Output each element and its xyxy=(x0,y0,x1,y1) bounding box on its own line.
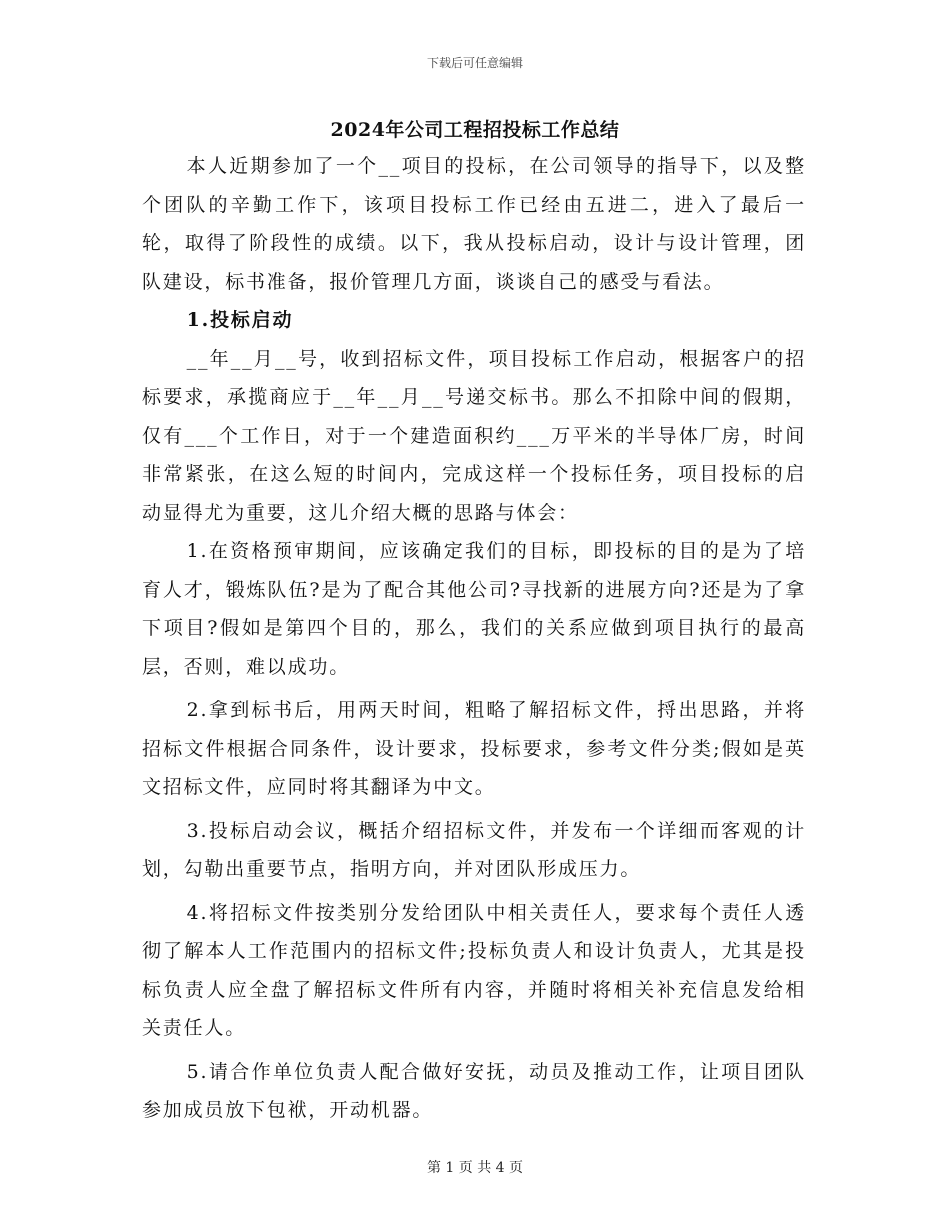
header-note: 下载后可任意编辑 xyxy=(426,56,523,70)
intro-paragraph: 本人近期参加了一个__项目的投标，在公司领导的指导下，以及整个团队的辛勤工作下，该项目投标工作已经由五进二，进入了最后一轮，取得了阶段性的成绩。以下，我从投标启动，设计与设计管理，团队建设，标书准备，报价管理几方面，谈谈自己的感受与看法。 xyxy=(142,155,806,293)
page-indicator: 第 1 页 共 4 页 xyxy=(426,1160,524,1176)
list-item: 4.将招标文件按类别分发给团队中相关责任人，要求每个责任人透彻了解本人工作范围内的招标文件;投标负责人和设计负责人，尤其是投标负责人应全盘了解招标文件所有内容，并随时将相关补充信息发给相关责任人。 xyxy=(142,901,806,1039)
section-heading: 1.投标启动 xyxy=(186,309,294,331)
document-title: 2024年公司工程招投标工作总结 xyxy=(330,119,620,141)
list-item: 1.在资格预审期间，应该确定我们的目标，即投标的目的是为了培育人才，锻炼队伍?是为了配合其他公司?寻找新的进展方向?还是为了拿下项目?假如是第四个目的，那么，我们的关系应做到项目执行的最高层，否则，难以成功。 xyxy=(142,540,806,678)
list-item: 3.投标启动会议，概括介绍招标文件，并发布一个详细而客观的计划，勾勒出重要节点，指明方向，并对团队形成压力。 xyxy=(142,819,806,880)
section-paragraph: __年__月__号，收到招标文件，项目投标工作启动，根据客户的招标要求，承揽商应于__年__月__号递交标书。那么不扣除中间的假期，仅有___个工作日，对于一个建造面积约___万平米的半导体厂房，时间非常紧张，在这么短的时间内，完成这样一个投标任务，项目投标的启动显得尤为重要，这儿介绍大概的思路与体会： xyxy=(142,347,806,524)
list-item: 5.请合作单位负责人配合做好安抚，动员及推动工作，让项目团队参加成员放下包袱，开动机器。 xyxy=(142,1060,806,1121)
list-item: 2.拿到标书后，用两天时间，粗略了解招标文件，捋出思路，并将招标文件根据合同条件，设计要求，投标要求，参考文件分类;假如是英文招标文件，应同时将其翻译为中文。 xyxy=(142,699,806,798)
document-body xyxy=(142,147,806,1130)
